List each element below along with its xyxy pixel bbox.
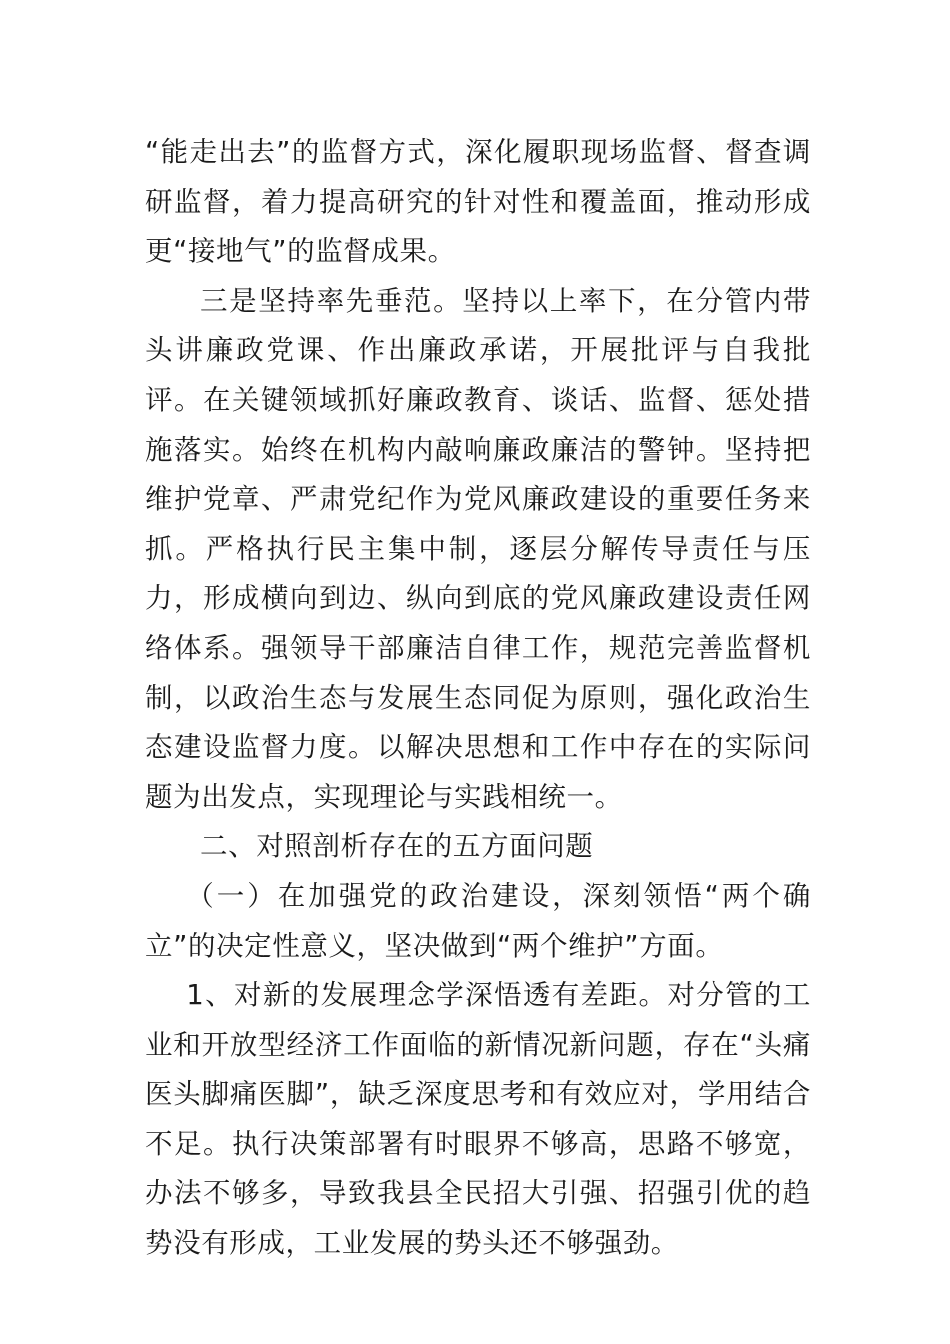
subsection-heading-political-building: （一）在加强党的政治建设，深刻领悟“两个确立”的决定性意义，坚决做到“两个维护”方面。 [145,879,811,962]
paragraph-lead-by-example: 三是坚持率先垂范。坚持以上率下，在分管内带头讲廉政党课、作出廉政承诺，开展批评与自我批评。在关键领域抓好廉政教育、谈话、监督、惩处措施落实。始终在机构内敲响廉政廉洁的警钟。坚持把维护党章、严肃党纪作为党风廉政建设的重要任务来抓。严格执行民主集中制，逐层分解传导责任与压力，形成横向到边、纵向到底的党风廉政建设责任网络体系。强领导干部廉洁自律工作，规范完善监督机制，以政治生态与发展生态同促为原则，强化政治生态建设监督力度。以解决思想和工作中存在的实际问题为出发点，实现理论与实践相统一。 [145,284,811,813]
paragraph-supervision-method: “能走出去”的监督方式，深化履职现场监督、督查调研监督，着力提高研究的针对性和覆盖面，推动形成更“接地气”的监督成果。 [145,136,811,268]
document-body [145,128,811,1269]
section-heading-five-problems: 二、对照剖析存在的五方面问题 [200,830,594,863]
paragraph-new-development-concept: 1、对新的发展理念学深悟透有差距。对分管的工业和开放型经济工作面临的新情况新问题，存在“头痛医头脚痛医脚”，缺乏深度思考和有效应对，学用结合不足。执行决策部署有时眼界不够高，思路不够宽，办法不够多，导致我县全民招大引强、招强引优的趋势没有形成，工业发展的势头还不够强劲。 [145,979,811,1260]
